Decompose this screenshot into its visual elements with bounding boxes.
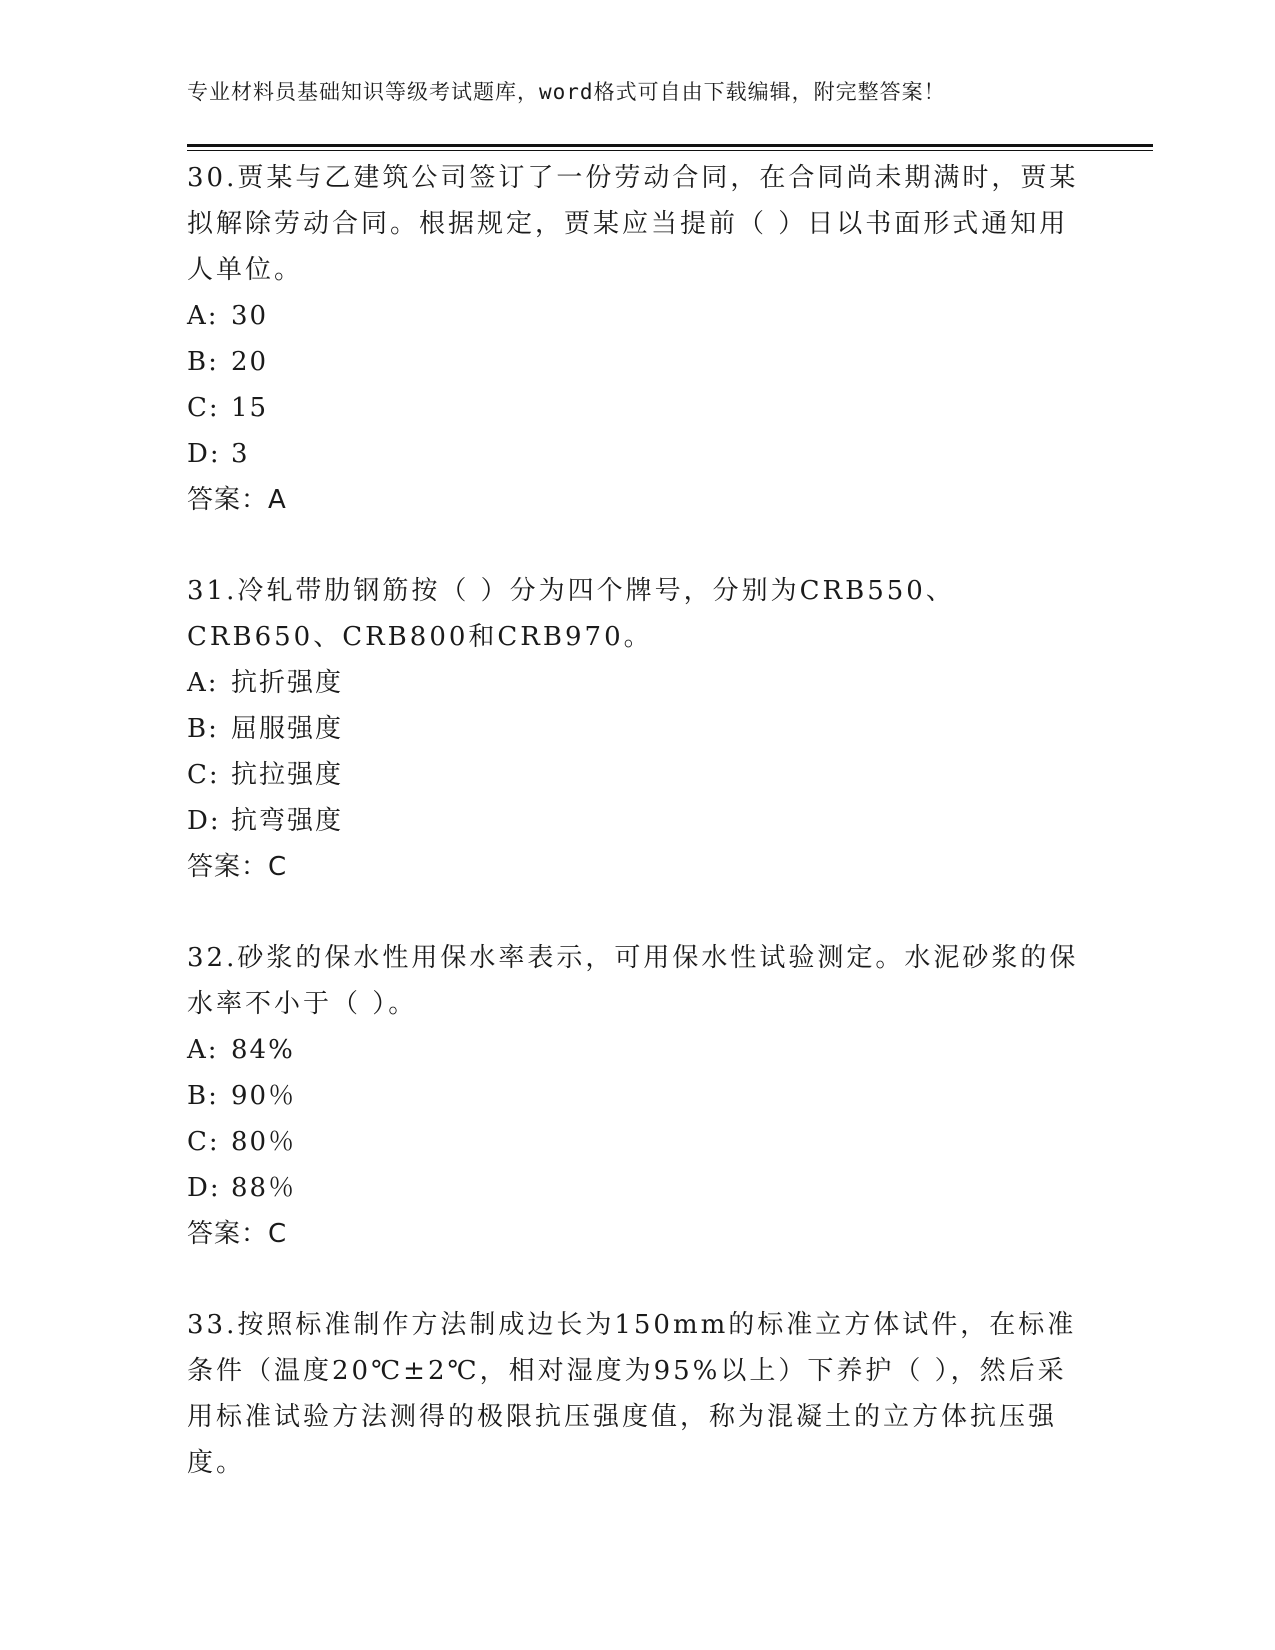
- question-32: [187, 935, 1087, 1257]
- question-stem: 32.砂浆的保水性用保水率表示，可用保水性试验测定。水泥砂浆的保水率不小于（ ）。: [187, 943, 1079, 1019]
- option-letter: A:: [187, 301, 219, 331]
- header-divider-thick: [187, 144, 1153, 147]
- option-b: [187, 1073, 1087, 1119]
- option-text: 3: [231, 439, 250, 469]
- question-spacer: [187, 1257, 1087, 1302]
- option-letter: B:: [187, 714, 219, 744]
- option-c: [187, 385, 1087, 431]
- question-stem: 30.贾某与乙建筑公司签订了一份劳动合同，在合同尚未期满时，贾某拟解除劳动合同。根据规定，贾某应当提前（ ）日以书面形式通知用人单位。: [187, 163, 1079, 285]
- question-30: [187, 155, 1087, 523]
- question-stem: 31.冷轧带肋钢筋按（ ）分为四个牌号，分别为CRB550、CRB650、CRB800和CRB970。: [187, 576, 955, 652]
- option-b: [187, 339, 1087, 385]
- question-stem: 33.按照标准制作方法制成边长为150mm的标准立方体试件，在标准条件（温度20℃±2℃，相对湿度为95%以上）下养护（ ），然后采用标准试验方法测得的极限抗压强度值，称为混凝土的立方体抗压强度。: [187, 1310, 1077, 1478]
- option-letter: D:: [187, 1173, 221, 1203]
- option-b: [187, 706, 1087, 752]
- option-letter: A:: [187, 668, 219, 698]
- option-text: 20: [231, 347, 269, 377]
- page-header: 专业材料员基础知识等级考试题库，word格式可自由下载编辑，附完整答案！: [187, 80, 946, 104]
- option-text: 抗拉强度: [231, 760, 344, 790]
- option-text: 90％: [231, 1081, 297, 1111]
- option-letter: B:: [187, 1081, 219, 1111]
- option-text: 抗折强度: [231, 668, 344, 698]
- header-divider-thin: [187, 150, 1153, 151]
- option-text: 30: [231, 301, 269, 331]
- option-letter: A:: [187, 1035, 219, 1065]
- question-spacer: [187, 890, 1087, 935]
- question-list: [187, 155, 1087, 1486]
- option-c: [187, 1119, 1087, 1165]
- answer-line: 答案：A: [187, 485, 287, 515]
- option-text: 抗弯强度: [231, 806, 344, 836]
- question-spacer: [187, 523, 1087, 568]
- option-a: [187, 293, 1087, 339]
- option-text: 88％: [231, 1173, 297, 1203]
- option-text: 屈服强度: [231, 714, 344, 744]
- option-d: [187, 798, 1087, 844]
- option-a: [187, 1027, 1087, 1073]
- option-d: [187, 1165, 1087, 1211]
- answer-line: 答案：C: [187, 1219, 288, 1249]
- option-d: [187, 431, 1087, 477]
- question-31: [187, 568, 1087, 890]
- question-33: [187, 1302, 1087, 1486]
- option-letter: C:: [187, 393, 220, 423]
- option-letter: C:: [187, 1127, 220, 1157]
- option-text: 80％: [231, 1127, 297, 1157]
- option-text: 84%: [231, 1035, 295, 1065]
- option-letter: B:: [187, 347, 219, 377]
- option-letter: D:: [187, 439, 221, 469]
- option-letter: D:: [187, 806, 221, 836]
- answer-line: 答案：C: [187, 852, 288, 882]
- option-letter: C:: [187, 760, 220, 790]
- option-text: 15: [231, 393, 269, 423]
- option-c: [187, 752, 1087, 798]
- option-a: [187, 660, 1087, 706]
